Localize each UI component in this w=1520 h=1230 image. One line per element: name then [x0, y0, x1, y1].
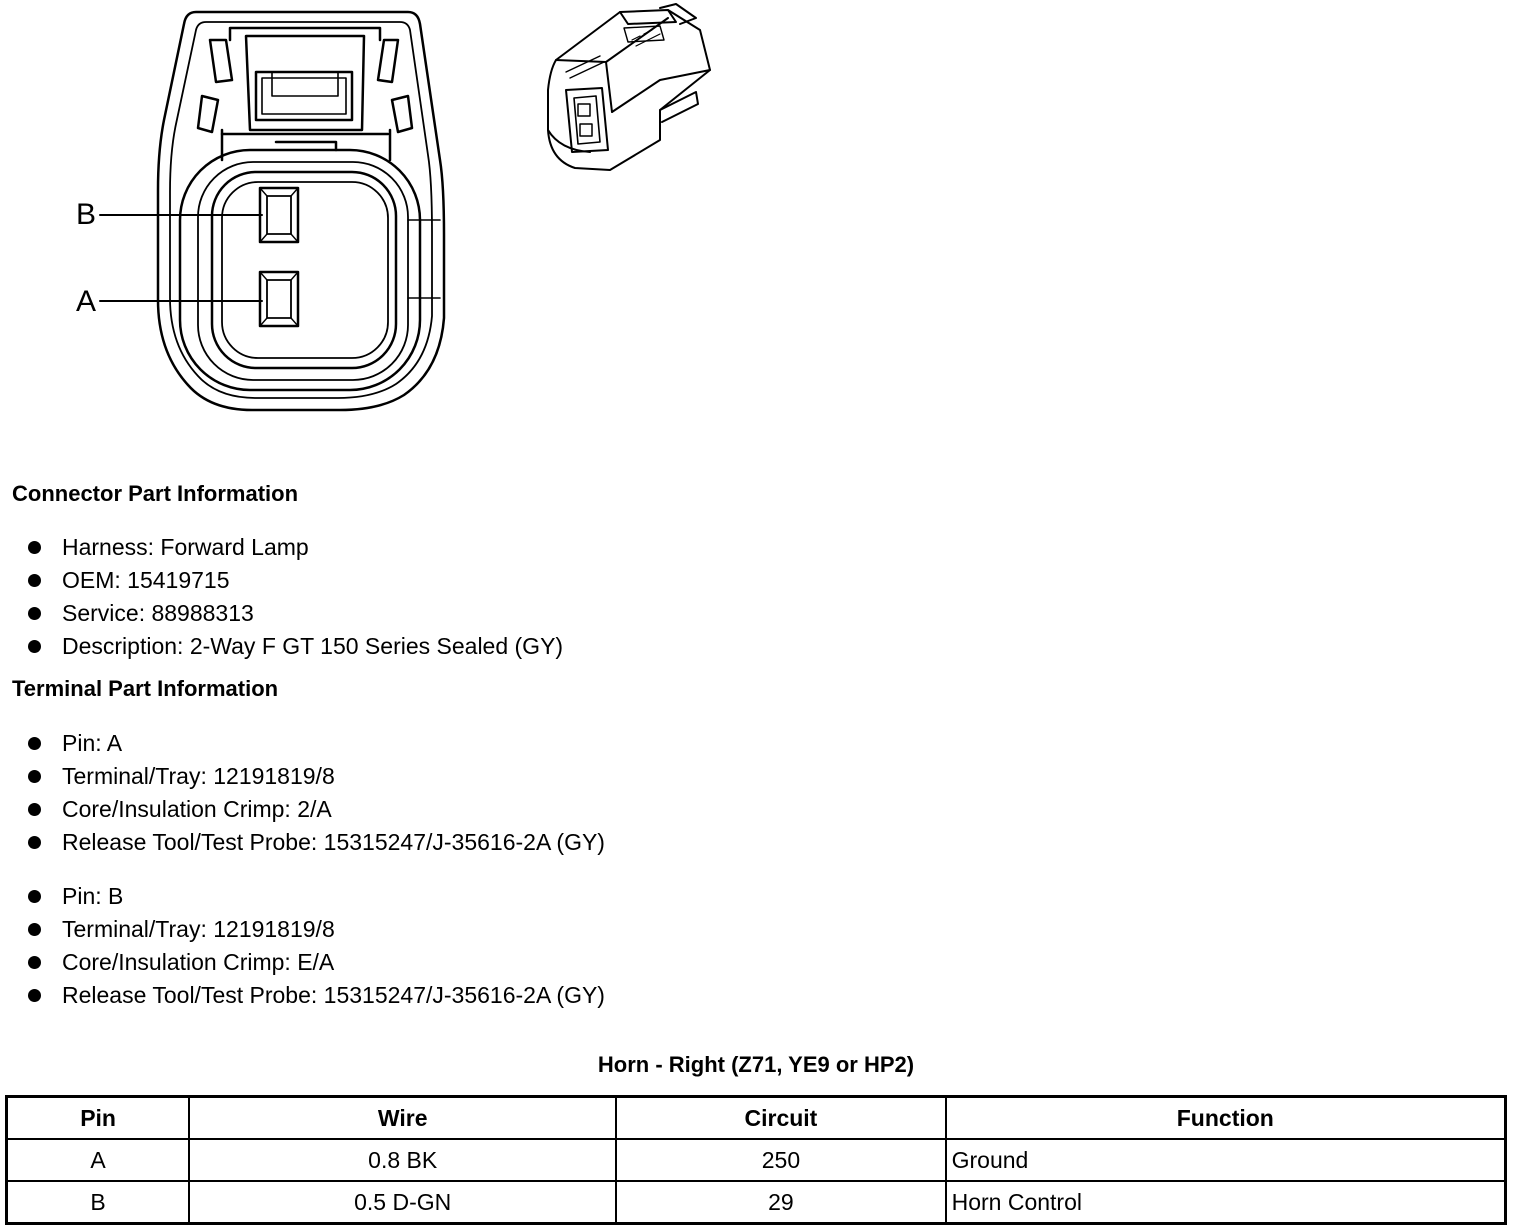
connector-face-view [100, 12, 444, 410]
header-pin: Pin [7, 1097, 190, 1140]
list-item: Core/Insulation Crimp: E/A [28, 946, 605, 979]
cavity-a [260, 272, 298, 326]
terminal-info-list-pin-b [28, 880, 605, 1012]
cell-function: Horn Control [946, 1181, 1506, 1224]
cell-pin: B [7, 1181, 190, 1224]
list-item: Terminal/Tray: 12191819/8 [28, 913, 605, 946]
list-item: Release Tool/Test Probe: 15315247/J-35616-2A (GY) [28, 979, 605, 1012]
connector-info-heading: Connector Part Information [12, 481, 299, 506]
list-item: Service: 88988313 [28, 597, 563, 630]
table-header-row [7, 1097, 1506, 1140]
list-item: Core/Insulation Crimp: 2/A [28, 793, 605, 826]
header-circuit: Circuit [616, 1097, 945, 1140]
cell-function: Ground [946, 1139, 1506, 1181]
table-row [7, 1181, 1506, 1224]
terminal-info-list-pin-a [28, 727, 605, 859]
list-item: Description: 2-Way F GT 150 Series Sealed (GY) [28, 630, 563, 663]
cell-circuit: 29 [616, 1181, 945, 1224]
list-item: Terminal/Tray: 12191819/8 [28, 760, 605, 793]
header-wire: Wire [189, 1097, 616, 1140]
terminal-info-heading: Terminal Part Information [12, 676, 279, 701]
list-item: Pin: A [28, 727, 605, 760]
pin-table-title: Horn - Right (Z71, YE9 or HP2) [597, 1052, 915, 1077]
cell-pin: A [7, 1139, 190, 1181]
cell-wire: 0.8 BK [189, 1139, 616, 1181]
connector-info-list [28, 531, 563, 663]
connector-drawing [0, 0, 760, 430]
connector-3d-view [548, 4, 710, 170]
list-item: Pin: B [28, 880, 605, 913]
table-row [7, 1139, 1506, 1181]
pin-label-b: B [76, 198, 97, 231]
list-item: Release Tool/Test Probe: 15315247/J-35616-2A (GY) [28, 826, 605, 859]
list-item: OEM: 15419715 [28, 564, 563, 597]
cell-wire: 0.5 D-GN [189, 1181, 616, 1224]
list-item: Harness: Forward Lamp [28, 531, 563, 564]
pin-table [5, 1095, 1507, 1225]
header-function: Function [946, 1097, 1506, 1140]
connector-figure [0, 0, 760, 430]
cavity-b [260, 188, 298, 242]
pin-label-a: A [76, 285, 97, 318]
cell-circuit: 250 [616, 1139, 945, 1181]
